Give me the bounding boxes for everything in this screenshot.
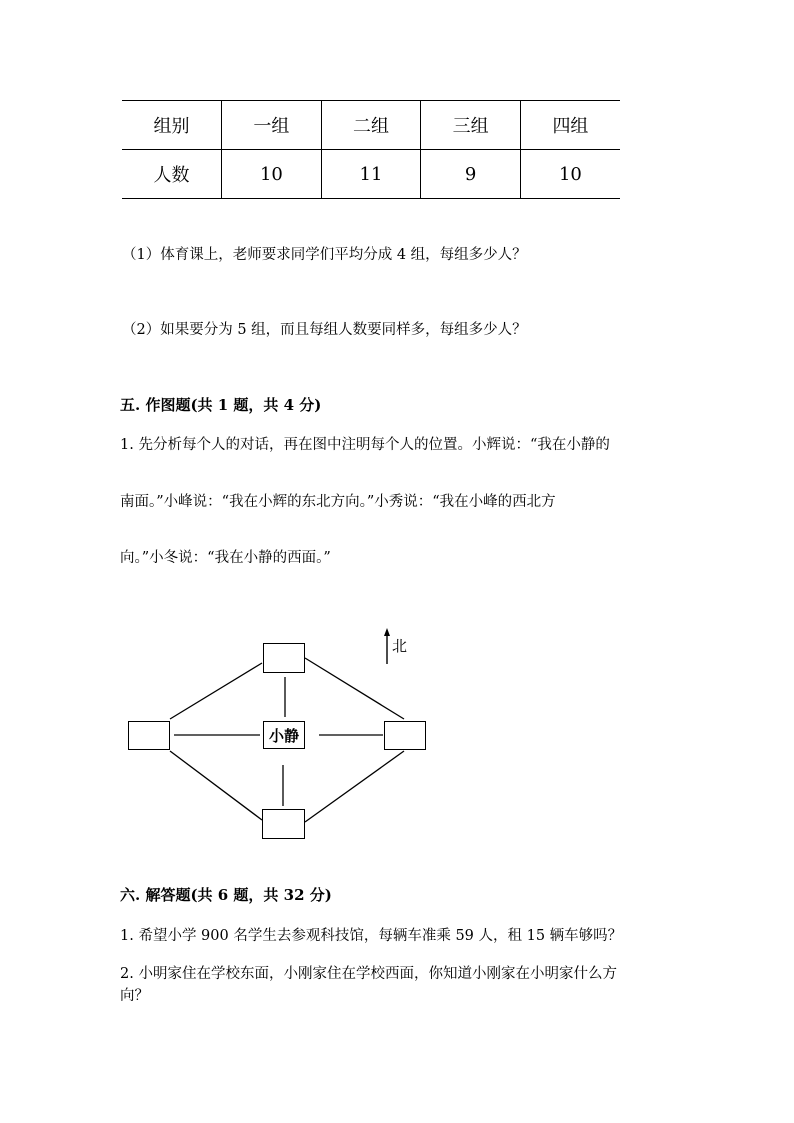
table-cell: 四组 bbox=[520, 101, 620, 150]
table-cell: 10 bbox=[222, 150, 322, 199]
table-cell: 人数 bbox=[122, 150, 222, 199]
center-label: 小静 bbox=[268, 726, 299, 745]
table-cell: 11 bbox=[321, 150, 421, 199]
table-cell: 组别 bbox=[122, 101, 222, 150]
table-cell: 三组 bbox=[421, 101, 521, 150]
table-cell: 一组 bbox=[222, 101, 322, 150]
position-box-west bbox=[128, 721, 170, 750]
question-line: 2. 小明家住在学校东面，小刚家住在学校西面，你知道小刚家在小明家什么方 bbox=[120, 966, 617, 982]
north-label: 北 bbox=[392, 637, 408, 655]
question-sub1: （1）体育课上，老师要求同学们平均分成 4 组，每组多少人？ bbox=[122, 247, 527, 263]
table-cell: 二组 bbox=[321, 101, 421, 150]
question-line: 向。”小冬说：“我在小静的西面。” bbox=[120, 550, 331, 566]
table-cell: 10 bbox=[520, 150, 620, 199]
table-cell: 9 bbox=[421, 150, 521, 199]
question-line: 1. 先分析每个人的对话，再在图中注明每个人的位置。小辉说：“我在小静的 bbox=[120, 437, 610, 453]
question-line: 1. 希望小学 900 名学生去参观科技馆，每辆车准乘 59 人，租 15 辆车够吗？ bbox=[120, 928, 623, 944]
question-line: 向？ bbox=[120, 988, 149, 1004]
center-box-xiaojing bbox=[263, 721, 305, 749]
section-title: 五. 作图题(共 1 题，共 4 分) bbox=[120, 396, 322, 414]
position-box-east bbox=[384, 721, 426, 750]
question-line: 南面。”小峰说：“我在小辉的东北方向。”小秀说：“我在小峰的西北方 bbox=[120, 494, 556, 510]
position-box-north bbox=[263, 643, 305, 673]
section-title: 六. 解答题(共 6 题，共 32 分) bbox=[120, 886, 332, 904]
position-box-south bbox=[262, 809, 305, 839]
question-sub2: （2）如果要分为 5 组，而且每组人数要同样多，每组多少人？ bbox=[122, 322, 527, 338]
